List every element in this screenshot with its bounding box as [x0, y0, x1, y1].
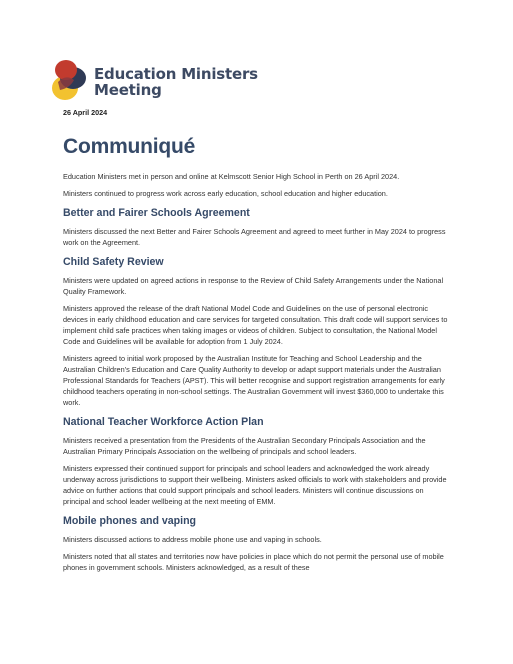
section-paragraph: Ministers received a presentation from the Presidents of the Australian Secondary Principals Association and the Australian Primary Principals Association on the wellbeing of principals and school leaders. — [63, 436, 426, 456]
section-paragraph: Ministers approved the release of the draft National Model Code and Guidelines on the use of personal electronic devices in early childhood education and care services for targeted consultation. This draft code will support services to implement child safe practices when taking images or videos of children. Subject to consultation, the National Model Code and Guidelines will be available for adoption from 1 July 2024. — [63, 304, 448, 346]
emm-logo-icon — [50, 56, 90, 104]
header — [50, 56, 310, 108]
page-title: Communiqué — [63, 135, 196, 158]
section-heading-workforce: National Teacher Workforce Action Plan — [63, 416, 264, 428]
intro-paragraph: Ministers continued to progress work across early education, school education and higher education. — [63, 189, 388, 198]
logo-wordmark — [94, 66, 258, 98]
section-paragraph: Ministers noted that all states and territories now have policies in place which do not permit the personal use of mobile phones in government schools. Ministers acknowledged, as a result of these — [63, 552, 444, 572]
section-heading-mobile: Mobile phones and vaping — [63, 515, 197, 527]
intro-paragraph: Education Ministers met in person and online at Kelmscott Senior High School in Perth on 26 April 2024. — [63, 172, 400, 181]
logo-line-1: Education Ministers — [94, 65, 258, 83]
logo-line-2: Meeting — [94, 81, 162, 99]
section-paragraph: Ministers agreed to initial work proposed by the Australian Institute for Teaching and School Leadership and the Australian Children’s Education and Care Quality Authority to develop or adapt support materials under the Australian Professional Standards for Teachers (APST). This will better recognise and support registration arrangements for early childhood teachers operating in non-school settings. The Australian Government will invest $360,000 to undertake this work. — [63, 354, 445, 407]
section-heading-better-fairer: Better and Fairer Schools Agreement — [63, 207, 250, 219]
section-paragraph: Ministers were updated on agreed actions in response to the Review of Child Safety Arrangements under the National Quality Framework. — [63, 276, 444, 296]
section-paragraph: Ministers discussed actions to address mobile phone use and vaping in schools. — [63, 535, 322, 544]
document-date: 26 April 2024 — [63, 108, 108, 117]
section-paragraph: Ministers discussed the next Better and Fairer Schools Agreement and agreed to meet further in May 2024 to progress work on the Agreement. — [63, 227, 446, 247]
document-body — [63, 108, 448, 579]
section-heading-child-safety: Child Safety Review — [63, 256, 164, 268]
section-paragraph: Ministers expressed their continued support for principals and school leaders and acknowledged the work already underway across jurisdictions to support their wellbeing. Ministers asked officials to work with stakeholders and provide advice on further actions that could support principals and school leaders. Ministers will continue discussions on principal and school leader wellbeing at the next meeting of EMM. — [63, 464, 447, 506]
